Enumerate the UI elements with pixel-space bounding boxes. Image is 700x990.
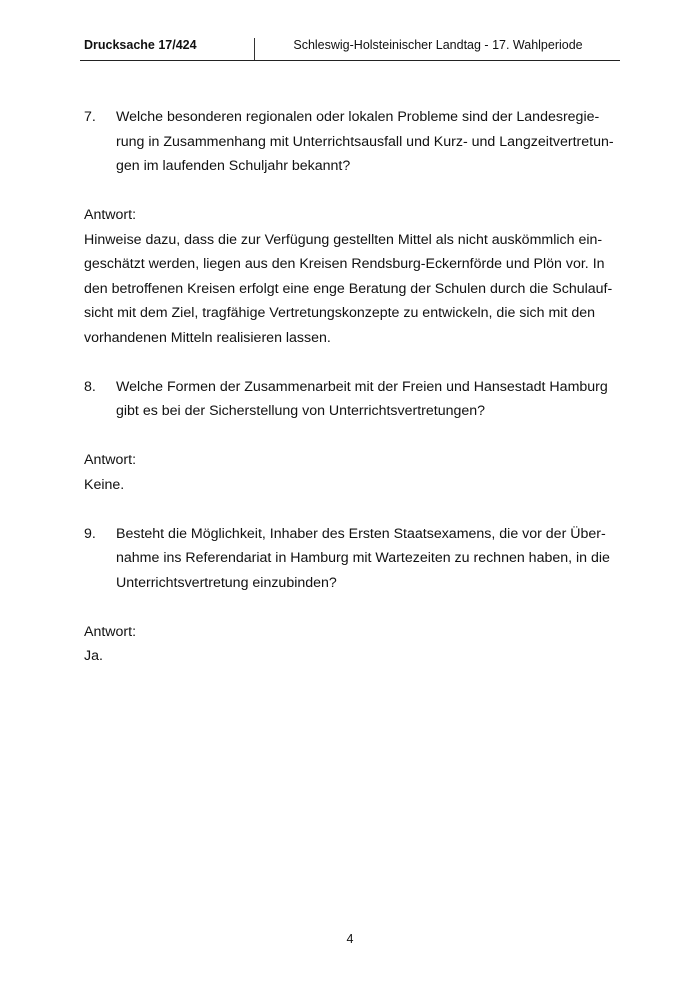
question-text [116, 105, 614, 179]
answer-label: Antwort: [84, 207, 137, 223]
question-line: Welche besonderen regionalen oder lokalen Probleme sind der Landesregie- [116, 109, 600, 125]
question-number: 8. [84, 378, 96, 395]
answer-line: geschätzt werden, liegen aus den Kreisen Rendsburg-Eckernförde und Plön vor. In [84, 256, 605, 272]
question-line: gibt es bei der Sicherstellung von Unterrichtsvertretungen? [116, 403, 486, 419]
answer-line: Hinweise dazu, dass die zur Verfügung gestellten Mittel als nicht auskömmlich ein- [84, 231, 603, 248]
answer-8 [84, 473, 614, 498]
header-rule [80, 60, 620, 61]
question-line: Welche Formen der Zusammenarbeit mit der Freien und Hansestadt Hamburg [116, 378, 608, 395]
answer-line: sicht mit dem Ziel, tragfähige Vertretungskonzepte zu entwickeln, die sich mit den [84, 305, 595, 321]
document-reference: Drucksache 17/424 [84, 38, 197, 52]
answer-label: Antwort: [84, 452, 137, 468]
answer-line: den betroffenen Kreisen erfolgt eine enge Beratung der Schulen durch die Schulauf- [84, 280, 613, 297]
answer-7 [84, 228, 614, 351]
question-number: 9. [84, 525, 96, 542]
question-line: rung in Zusammenhang mit Unterrichtsausfall und Kurz- und Langzeitvertretun- [116, 133, 614, 150]
question-number: 7. [84, 109, 96, 125]
answer-line: vorhandenen Mitteln realisieren lassen. [84, 329, 331, 346]
document-body [84, 105, 614, 669]
answer-line: Keine. [84, 476, 125, 493]
question-8 [84, 375, 614, 424]
spacer [84, 497, 614, 522]
question-line: Besteht die Möglichkeit, Inhaber des Ersten Staatsexamens, die vor der Über- [116, 525, 606, 542]
question-line: gen im laufenden Schuljahr bekannt? [116, 158, 351, 174]
question-line: Unterrichtsvertretung einzubinden? [116, 574, 337, 591]
spacer [84, 179, 614, 204]
parliament-title: Schleswig-Holsteinischer Landtag - 17. Wahlperiode [293, 38, 583, 52]
answer-label: Antwort: [84, 623, 137, 640]
question-text [116, 522, 614, 596]
page-number: 4 [346, 932, 354, 946]
spacer [84, 350, 614, 375]
header-separator [254, 38, 255, 60]
spacer [84, 595, 614, 620]
answer-9 [84, 644, 614, 669]
question-line: nahme ins Referendariat in Hamburg mit Wartezeiten zu rechnen haben, in die [116, 550, 610, 566]
answer-line: Ja. [84, 648, 103, 664]
question-text [116, 375, 614, 424]
spacer [84, 424, 614, 449]
page-header [84, 38, 620, 60]
question-9 [84, 522, 614, 596]
question-7 [84, 105, 614, 179]
